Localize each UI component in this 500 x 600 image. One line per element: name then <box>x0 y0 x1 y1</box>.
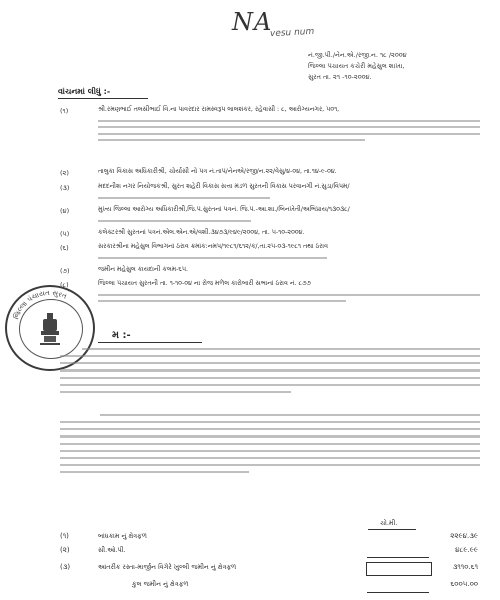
reference-number: (૫) <box>60 230 70 238</box>
reference-number: (૨) <box>60 169 69 177</box>
reference-number: (૪) <box>60 207 70 215</box>
reference-text: મદદનીશ નગર નિયોજકશ્રી, સુરત શહેરી વિકાસ સત્તા મંડળ સુરતની વિકાસ પરવાનગી નં.સુડા/વિપમ/ <box>98 183 350 190</box>
reference-text: મુખ્ય જિલ્લા આરોગ્ય અધિકારીશ્રી,જિ.પં.સુરતનાં પત્રનં. જિ.પં.-આ.શા./બિનખેતી/અભિપ્રાય/૧૩૦૩૮/ <box>98 206 350 213</box>
reference-number: (૧) <box>60 107 69 115</box>
section-underline <box>58 98 148 99</box>
total-row <box>60 580 480 592</box>
total-value: ૬૦૦૫.૦૦ <box>450 580 478 588</box>
date-line: સુરત તા. ૨૧ -૧૦-૨૦૦૪. <box>308 73 372 81</box>
area-row <box>60 532 480 544</box>
total-underline <box>367 592 429 593</box>
table-header-underline <box>368 529 416 530</box>
row-label: સી.ઓ.પી. <box>98 546 126 554</box>
emblem-icon <box>38 309 62 347</box>
row-number: (૧) <box>60 532 69 540</box>
handwritten-note: vesu num <box>269 26 315 40</box>
reference-text: તાલુકા વિકાસ અધિકારીશ્રી, ચોર્યાસી નો પત્ર નં.તાપં/નેનએ/રજી/ન.૨૨/વેસુ/૪-૦૪, તા.૧૪-૯-૦૪. <box>98 168 337 175</box>
order-heading-underline <box>98 342 202 343</box>
reference-text: કલેક્ટરશ્રી સુરતનાં પત્રનં.એલ.એન.એ/વશી.૩૪૭૩/૯૪૯/૨૦૦૪, તા. ૫-૧૦-૨૦૦૪. <box>98 229 305 236</box>
row-value: ૨૨૯૪.૩૯ <box>450 532 478 540</box>
seal-label: જિલ્લા પંચાયત સુરત <box>12 288 68 321</box>
table-unit-header: ચો.મી. <box>380 519 398 527</box>
order-paragraph-2 <box>60 410 480 478</box>
row-label: આંતરીક રસ્તા-માર્જીન વિગેરે ખુલ્લી જમીન નું ક્ષેત્રફળ <box>98 563 237 571</box>
row-number: (૩) <box>60 563 71 571</box>
order-paragraph-1 <box>60 344 480 398</box>
reference-number: (૬) <box>60 244 69 252</box>
order-heading: મ :- <box>112 330 131 341</box>
file-ref-line: નં.જી.પી./નેન.એ./રજી.ન. ૧૮ /૨૦૦૪ <box>308 51 407 59</box>
reference-number: (૮) <box>60 281 69 289</box>
row-number: (૨) <box>60 546 70 554</box>
reference-number: (૩) <box>60 184 70 192</box>
file-reference-block <box>308 50 483 83</box>
office-line: જિલ્લા પંચાયત કચેરી મહેસુલ શાખા, <box>308 62 405 70</box>
reference-text: શ્રી.રમણભાઈ તલસીભાઈ વિ.ના પાવરદાર રામસ્વરૂપ લાલશંકર, રહેવાસી : ૮, આરોગ્યનગર, ૫૦૧, <box>98 106 340 113</box>
row-value: ૪૮૯.૯૯ <box>455 546 478 554</box>
reference-text: સરકારશ્રીના મહેસુલ વિભાગનાં ઠરાવ ક્રમાંક:નમપ/૧૯૮૧/૬૧૨/ક/,તા.૨૫-૦૩-૧૯૮૧ તથા ઠરાવ <box>98 243 328 250</box>
total-label: કુલ જમીન નું ક્ષેત્રફળ <box>132 580 189 588</box>
section-title: વાંચનમાં લીધું :- <box>58 87 111 96</box>
row-value: ૩૧૧૦.૬૧ <box>452 563 478 571</box>
reference-number: (૭) <box>60 267 70 275</box>
row-label: બાંધકામ નું ક્ષેત્રફળ <box>98 532 147 540</box>
reference-text: જિલ્લા પંચાયત સુરતની તા. ૧-૧૦-૦૪ ના રોજ મળેલ કારોબારી સભાનાં ઠરાવ નં. ૮૭૭ <box>98 280 311 287</box>
handwritten-na-mark: NA <box>232 8 273 36</box>
row-value-box <box>366 562 432 576</box>
subtotal-line <box>367 557 429 558</box>
reference-text: જમીન મહેસુલ કાયદાની કલમ-૬૫. <box>98 266 188 273</box>
